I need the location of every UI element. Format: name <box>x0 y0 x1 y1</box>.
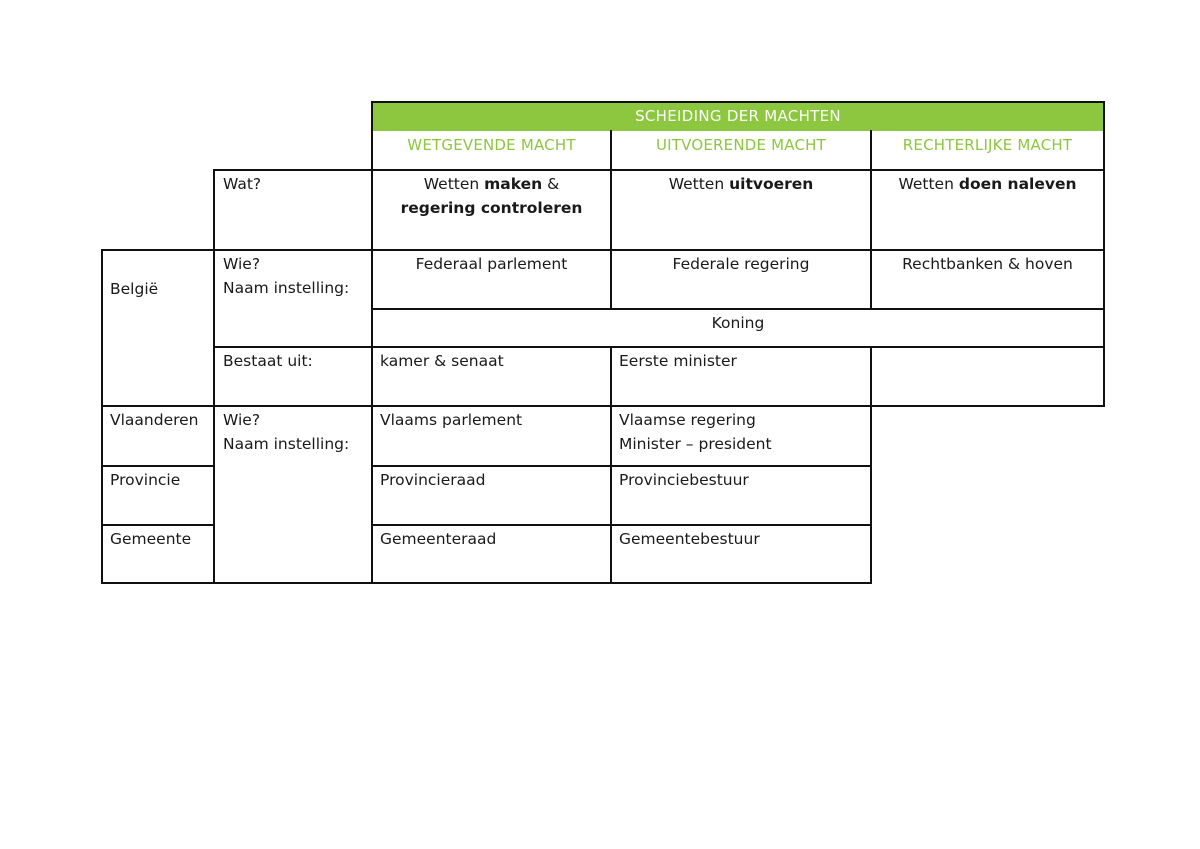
gemeente-executive: Gemeentebestuur <box>619 530 760 548</box>
vlaanderen-executive: Vlaamse regering Minister – president <box>619 411 772 453</box>
grid-line <box>610 130 612 310</box>
grid-line <box>101 465 213 467</box>
row-label-wie: Wie? Naam instelling: <box>223 255 350 297</box>
grid-line <box>101 249 1105 251</box>
grid-line <box>101 405 1105 407</box>
level-provincie: Provincie <box>110 471 181 489</box>
header-judicial: RECHTERLIJKE MACHT <box>902 136 1073 154</box>
belgie-koning: Koning <box>711 314 765 332</box>
provincie-legislative: Provincieraad <box>380 471 486 489</box>
provincie-executive: Provinciebestuur <box>619 471 749 489</box>
table-title <box>372 102 1104 130</box>
vlaanderen-legislative: Vlaams parlement <box>380 411 523 429</box>
belgie-wie-executive: Federale regering <box>672 255 810 273</box>
wat-legislative: Wetten maken & regering controleren <box>400 175 583 217</box>
belgie-wie-judicial: Rechtbanken & hoven <box>902 255 1073 273</box>
belgie-bestaat-judicial <box>871 348 1104 405</box>
grid-line <box>870 130 872 310</box>
level-gemeente: Gemeente <box>110 530 192 548</box>
grid-line <box>101 249 103 584</box>
grid-line <box>213 169 215 584</box>
grid-line <box>371 101 1105 103</box>
level-vlaanderen: Vlaanderen <box>110 411 199 429</box>
wat-judicial: Wetten doen naleven <box>898 175 1077 193</box>
grid-line <box>371 465 872 467</box>
grid-line <box>101 524 213 526</box>
table-title-text: SCHEIDING DER MACHTEN <box>635 107 841 125</box>
row-label-wie-regional: Wie? Naam instelling: <box>223 411 350 453</box>
grid-line <box>610 346 612 584</box>
grid-line <box>870 346 872 584</box>
header-legislative: WETGEVENDE MACHT <box>407 136 576 154</box>
grid-line <box>371 308 1105 310</box>
grid-line <box>371 101 373 584</box>
level-belgie: België <box>110 280 159 298</box>
belgie-bestaat-legislative: kamer & senaat <box>380 352 504 370</box>
header-executive: UITVOERENDE MACHT <box>655 136 827 154</box>
grid-line <box>101 582 872 584</box>
grid-line <box>214 169 1105 171</box>
grid-line <box>371 524 872 526</box>
grid-line <box>371 130 1105 131</box>
gemeente-legislative: Gemeenteraad <box>380 530 497 548</box>
grid-line <box>1103 101 1105 407</box>
grid-line <box>214 346 1105 348</box>
belgie-wie-legislative: Federaal parlement <box>415 255 568 273</box>
belgie-bestaat-executive: Eerste minister <box>619 352 737 370</box>
row-label-wat: Wat? <box>223 175 262 193</box>
row-label-bestaat-uit: Bestaat uit: <box>223 352 313 370</box>
wat-executive: Wetten uitvoeren <box>668 175 814 193</box>
